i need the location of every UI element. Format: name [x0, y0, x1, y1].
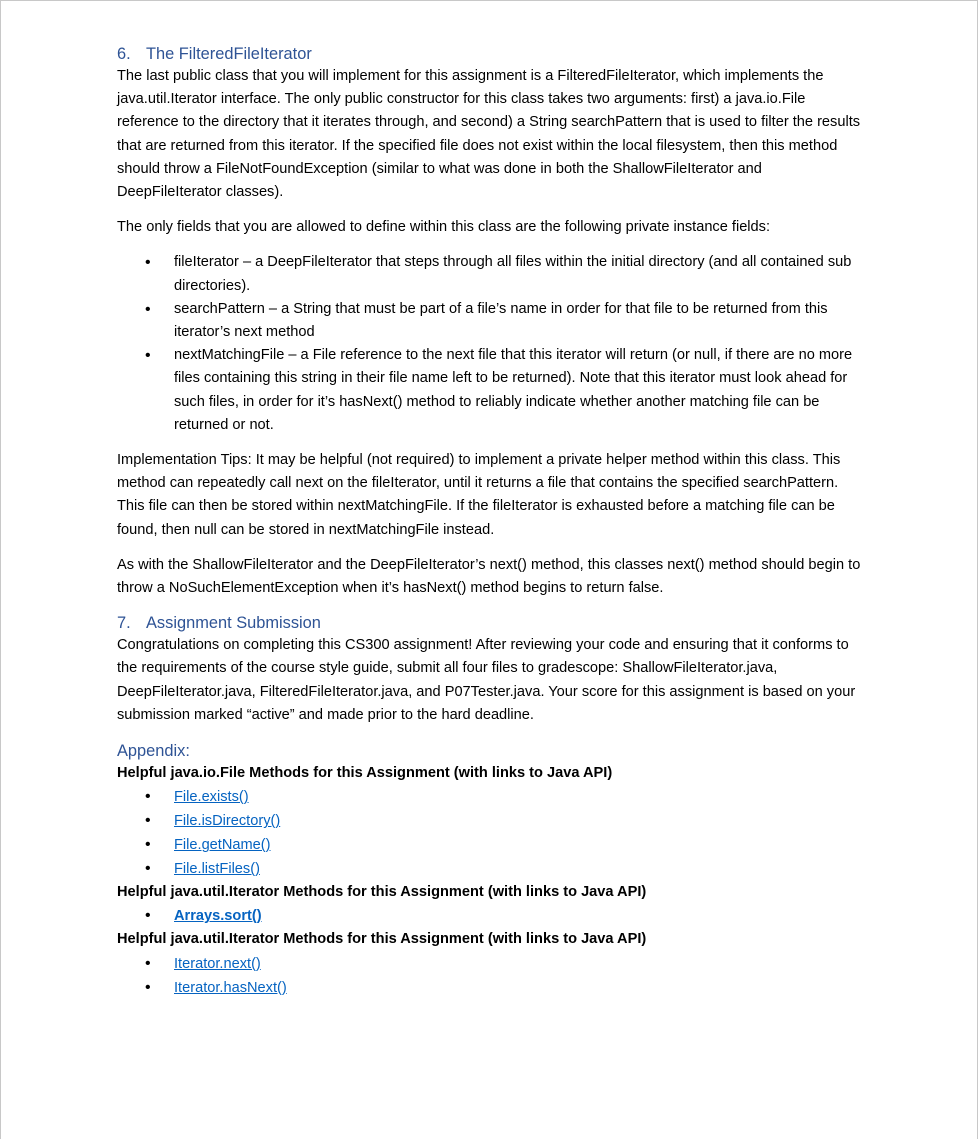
link-iterator-next[interactable]: Iterator.next()	[174, 955, 261, 972]
link-file-getname[interactable]: File.getName()	[174, 837, 271, 854]
list-item	[117, 785, 862, 809]
link-arrays-sort[interactable]: Arrays.sort()	[174, 908, 262, 925]
section-6-intro: The last public class that you will implement for this assignment is a FilteredFileIterator, which implements the java.util.Iterator interface. The only public constructor for this class takes two arguments: first) a java.io.File reference to the directory that it iterates through, and second) a String searchPattern that is used to filter the results that are returned from this iterator. If the specified file does not exist within the local filesystem, then this method should throw a FileNotFoundException (similar to what was done in both the ShallowFileIterator and DeepFileIterator classes).	[117, 68, 861, 201]
fields-intro: The only fields that you are allowed to define within this class are the following private instance fields:	[117, 219, 771, 236]
section-7-body: Congratulations on completing this CS300 assignment! After reviewing your code and ensuring that it conforms to the requirements of the course style guide, submit all four files to gradescope: ShallowFileIterator.java, DeepFileIterator.java, FilteredFileIterator.java, and P07Tester.java. Your score for this assignment is based on your submission marked “active” and made prior to the hard deadline.	[117, 637, 856, 723]
list-item	[117, 904, 862, 928]
link-file-listfiles[interactable]: File.listFiles()	[174, 861, 260, 878]
appendix-group-iterator-heading: Helpful java.util.Iterator Methods for this Assignment (with links to Java API)	[117, 931, 647, 948]
page-content	[117, 43, 862, 1000]
list-item	[117, 833, 862, 857]
list-item	[117, 952, 862, 976]
appendix-group-arrays-links	[117, 904, 862, 928]
link-file-isdirectory[interactable]: File.isDirectory()	[174, 813, 281, 830]
list-item	[117, 976, 862, 1000]
link-iterator-hasnext[interactable]: Iterator.hasNext()	[174, 979, 287, 996]
link-file-exists[interactable]: File.exists()	[174, 789, 249, 806]
section-6-closing: As with the ShallowFileIterator and the DeepFileIterator’s next() method, this classes next() method should begin to throw a NoSuchElementException when it’s hasNext() method begins to return false.	[117, 556, 861, 597]
list-item	[117, 809, 862, 833]
field-item-searchpattern: • searchPattern – a String that must be part of a file’s name in order for that file to be returned from this iterator’s next method	[117, 298, 862, 344]
field-item-fileiterator: • fileIterator – a DeepFileIterator that steps through all files within the initial directory (and all contained sub directories).	[117, 251, 862, 297]
appendix-group-file-heading: Helpful java.io.File Methods for this Assignment (with links to Java API)	[117, 765, 613, 782]
appendix-heading: Appendix:	[117, 742, 190, 761]
list-item	[117, 857, 862, 881]
section-6-number: 6.	[117, 45, 131, 63]
appendix-group-iterator-links	[117, 952, 862, 1000]
field-item-nextmatchingfile: • nextMatchingFile – a File reference to the next file that this iterator will return (or null, if there are no more files containing this string in their file name left to be returned). Note that this iterator must look ahead for such files, in order for it’s hasNext() method to reliably indicate whether another matching file can be returned or not.	[117, 344, 862, 437]
section-7-title: Assignment Submission	[146, 614, 321, 633]
section-6-heading	[117, 43, 862, 65]
section-6-title: The FilteredFileIterator	[146, 45, 312, 63]
implementation-tips: Implementation Tips: It may be helpful (not required) to implement a private helper method within this class. This method can repeatedly call next on the fileIterator, until it returns a file that contains the specified searchPattern. This file can then be stored within nextMatchingFile. If the fileIterator is exhausted before a matching file can be found, then null can be stored in nextMatchingFile instead.	[117, 452, 841, 538]
appendix-group-arrays-heading: Helpful java.util.Iterator Methods for this Assignment (with links to Java API)	[117, 884, 647, 901]
appendix-group-file-links	[117, 785, 862, 881]
fields-list	[117, 251, 862, 437]
section-7-heading	[117, 612, 862, 634]
section-7-number: 7.	[117, 614, 131, 633]
